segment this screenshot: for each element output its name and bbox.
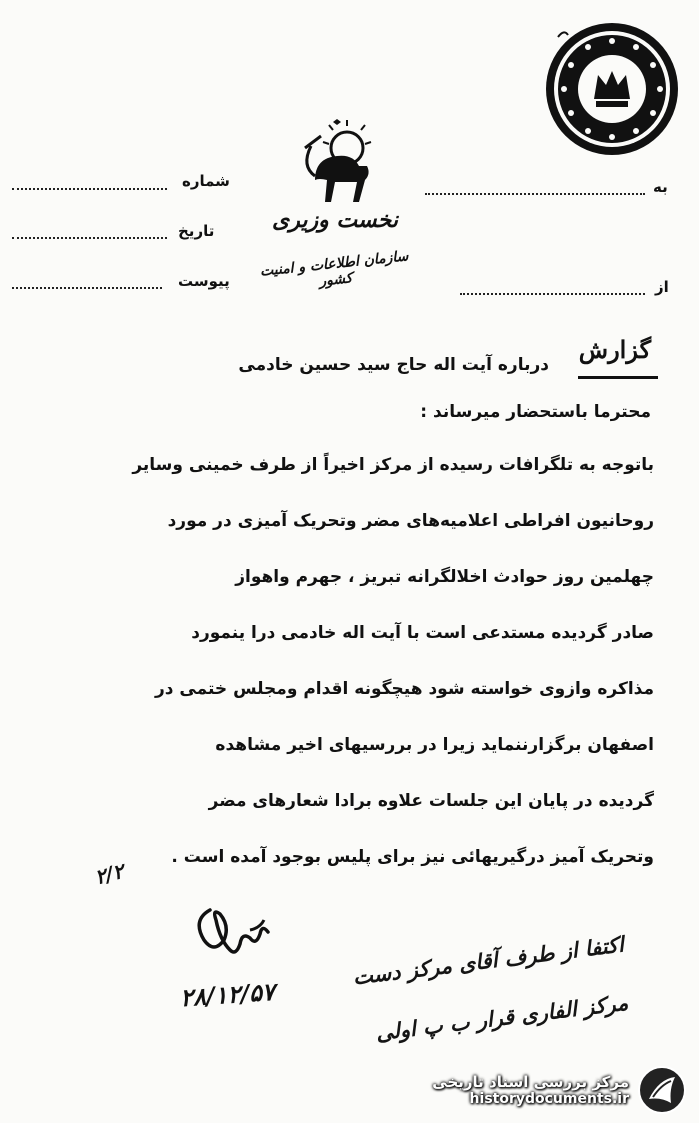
- watermark-name: مرکز بررسی اسناد تاریخی: [432, 1073, 629, 1091]
- body-line: گردیده در پایان این جلسات علاوه برادا شعارهای مضر: [208, 791, 654, 811]
- date-label: تاریخ: [178, 222, 215, 240]
- archive-watermark: [432, 1065, 687, 1115]
- margin-handwritten-mark: ۲/۲: [92, 858, 127, 890]
- body-line: اصفهان برگزارننماید زیرا در بررسیهای اخیر مشاهده: [215, 735, 654, 755]
- lion-and-sun-emblem: [285, 118, 385, 208]
- body-line: مذاکره وازوی خواسته شود هیچگونه اقدام ومجلس ختمی در: [154, 679, 654, 699]
- org-title-prime-ministry: نخست وزیری: [272, 207, 398, 233]
- royal-seal-stamp: [540, 15, 685, 160]
- body-line: صادر گردیده مستدعی است با آیت اله خادمی درا ینمورد: [191, 623, 654, 643]
- watermark-url: historydocuments.ir: [469, 1091, 629, 1107]
- from-field-line: [460, 293, 645, 295]
- body-line: روحانیون افراطی اعلامیه‌های مضر وتحریک آمیزی در مورد: [167, 511, 654, 531]
- body-line: چهلمین روز حوادث اخلالگرانه تبریز ، جهرم واهواز: [235, 567, 654, 587]
- number-field-line: [12, 188, 167, 190]
- handwritten-note-line2: مرکز الفاری قرار ب پ اولی: [374, 989, 630, 1046]
- date-field-line: [12, 237, 167, 239]
- archive-logo-icon: [637, 1065, 687, 1115]
- report-body: [14, 440, 654, 888]
- report-title: گزارش: [578, 335, 651, 364]
- to-field-line: [425, 193, 645, 195]
- body-line: وتحریک آمیز درگیریهائی نیز برای پلیس بوجود آمده است .: [171, 847, 654, 867]
- report-subject: درباره آیت اله حاج سید حسین خادمی: [238, 355, 549, 375]
- handwritten-note-line1: اکتفا از طرف آقای مرکز دست: [350, 931, 625, 990]
- greeting-line: محترما باستحضار میرساند :: [420, 402, 651, 422]
- to-label: به: [653, 178, 668, 196]
- attachment-field-line: [12, 287, 162, 289]
- number-label: شماره: [182, 172, 230, 190]
- from-label: از: [655, 278, 669, 296]
- title-underline: [578, 376, 658, 379]
- signature-date: ۲۸/۱۲/۵۷: [179, 976, 276, 1013]
- attachment-label: پیوست: [178, 272, 230, 290]
- body-line: باتوجه به تلگرافات رسیده از مرکز اخیراً از طرف خمینی وسایر: [132, 455, 654, 475]
- handwritten-signature: [180, 890, 280, 970]
- org-title-security-agency: سازمان اطلاعات و امنیت کشور: [259, 248, 410, 290]
